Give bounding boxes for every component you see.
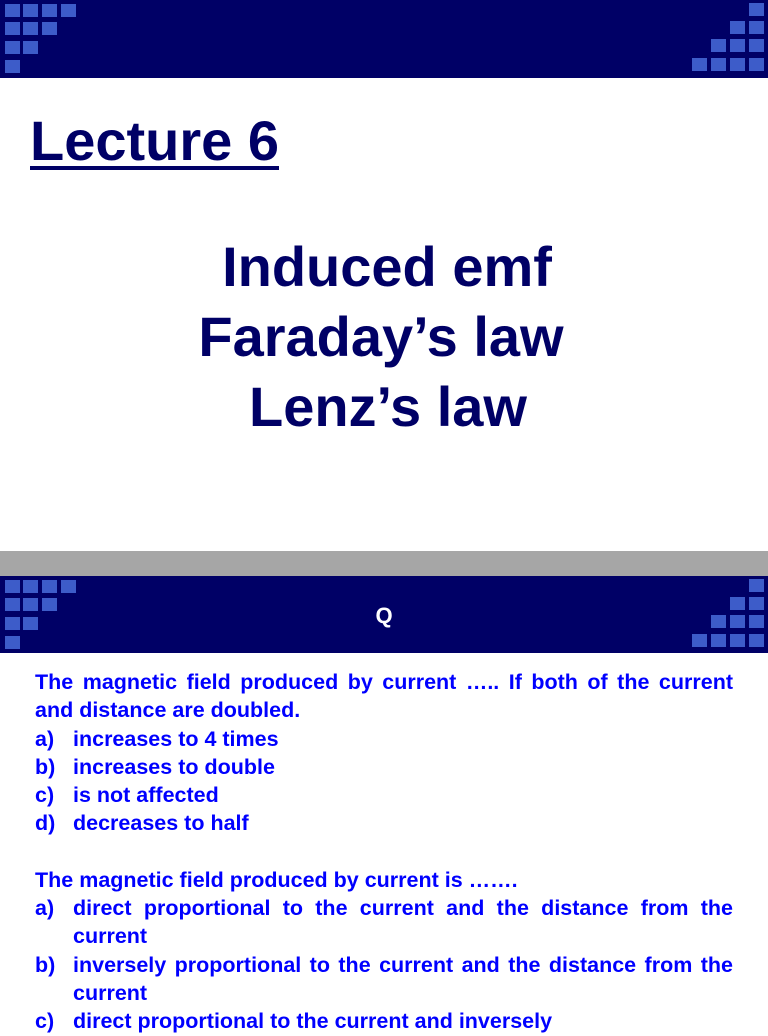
option-item (35, 781, 733, 809)
decor-square (5, 22, 20, 35)
decor-square (730, 58, 745, 71)
decor-square (23, 41, 38, 54)
question-content (35, 668, 733, 1036)
option-text: increases to 4 times (73, 726, 279, 751)
decor-square (5, 4, 20, 17)
decor-square (5, 636, 20, 649)
decor-square (749, 579, 764, 592)
option-letter: a) (35, 896, 55, 921)
header-banner (0, 0, 768, 78)
option-letter: a) (35, 726, 55, 751)
decor-square (23, 580, 38, 593)
decor-square (5, 580, 20, 593)
decor-square (61, 580, 76, 593)
decor-square (749, 39, 764, 52)
decor-square (711, 58, 726, 71)
decor-square (692, 634, 707, 647)
option-item (35, 951, 733, 1008)
decor-square (749, 21, 764, 34)
option-letter: d) (35, 811, 56, 836)
topic-list (0, 232, 768, 442)
option-item (35, 725, 733, 753)
option-text: increases to double (73, 754, 275, 779)
decor-square (42, 580, 57, 593)
question-2-text: The magnetic field produced by current is ……. (35, 867, 518, 892)
question-header: Q (375, 603, 393, 628)
decor-square (5, 60, 20, 73)
decor-square (61, 4, 76, 17)
option-text: inversely proportional to the current and the distance from the current (73, 952, 733, 1005)
lecture-title: Lecture 6 (30, 109, 279, 172)
question-1-options (35, 725, 733, 838)
option-text: decreases to half (73, 811, 249, 836)
question-1-text: The magnetic field produced by current ….. If both of the current and distance are doubled. (35, 670, 733, 723)
decor-square (42, 22, 57, 35)
option-item (35, 894, 733, 951)
decor-square (730, 634, 745, 647)
decor-square (730, 39, 745, 52)
decor-square (42, 4, 57, 17)
option-text: is not affected (73, 783, 219, 808)
question-2-options (35, 894, 733, 1035)
topic-lenzs-law: Lenz’s law (248, 375, 527, 438)
option-text: direct proportional to the current and inversely (73, 1009, 553, 1034)
decor-square (23, 4, 38, 17)
decor-square (730, 21, 745, 34)
option-letter: c) (35, 783, 55, 808)
decor-square (692, 58, 707, 71)
decor-square (711, 634, 726, 647)
decor-square (23, 22, 38, 35)
decor-square (749, 634, 764, 647)
option-item (35, 809, 733, 837)
option-text: direct proportional to the current and the distance from the current (73, 896, 733, 949)
option-letter: c) (35, 1009, 55, 1034)
option-letter: b) (35, 952, 56, 977)
topic-faradays-law: Faraday’s law (198, 305, 564, 368)
decor-square (711, 39, 726, 52)
spacer (35, 838, 733, 866)
slide-separator (0, 551, 768, 576)
option-item (35, 753, 733, 781)
option-letter: b) (35, 754, 56, 779)
decor-square (5, 41, 20, 54)
decor-square (749, 58, 764, 71)
decor-square (749, 3, 764, 16)
topic-induced-emf: Induced emf (222, 235, 552, 298)
option-item (35, 1007, 733, 1035)
